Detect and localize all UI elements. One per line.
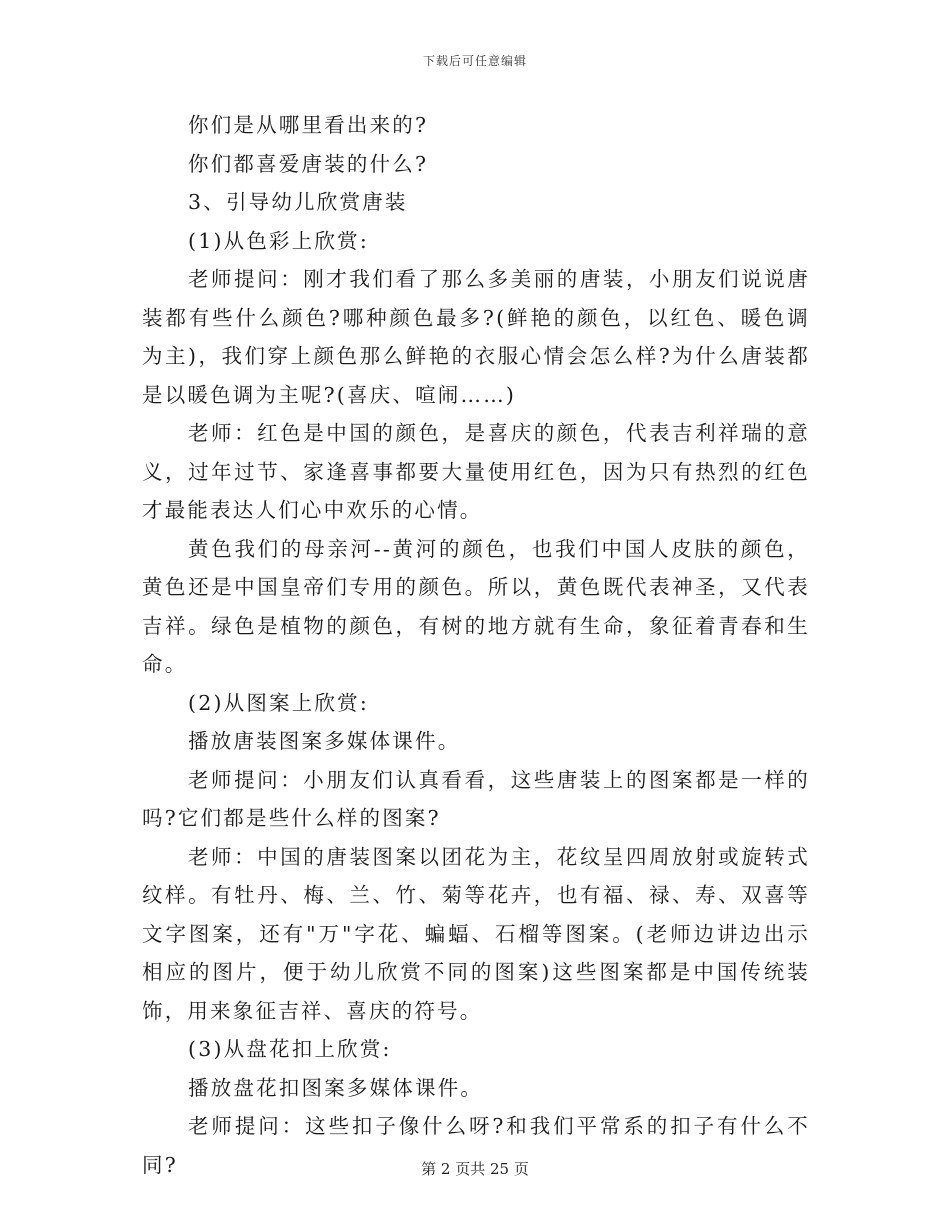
header-note: 下载后可任意编辑 bbox=[422, 54, 527, 68]
document-body bbox=[142, 106, 810, 1184]
paragraph: 老师：中国的唐装图案以团花为主，花纹呈四周放射或旋转式纹样。有牡丹、梅、兰、竹、菊等花卉，也有福、禄、寿、双喜等文字图案，还有"万"字花、蝙蝠、石榴等图案。(老师边讲边出示相应的图片，便于幼儿欣赏不同的图案)这些图案都是中国传统装饰，用来象征吉祥、喜庆的符号。 bbox=[142, 844, 810, 1023]
subsection-heading: (3)从盘花扣上欣赏: bbox=[188, 1037, 392, 1061]
paragraph: 你们都喜爱唐装的什么? bbox=[188, 151, 429, 176]
paragraph: 老师提问：小朋友们认真看看，这些唐装上的图案都是一样的吗?它们都是些什么样的图案? bbox=[142, 767, 810, 830]
paragraph: 播放唐装图案多媒体课件。 bbox=[188, 729, 461, 753]
paragraph: 播放盘花扣图案多媒体课件。 bbox=[188, 1075, 484, 1100]
paragraph: 黄色我们的母亲河--黄河的颜色，也我们中国人皮肤的颜色，黄色还是中国皇帝们专用的颜色。所以，黄色既代表神圣，又代表吉祥。绿色是植物的颜色，有树的地方就有生命，象征着青春和生命。 bbox=[142, 536, 810, 676]
paragraph: 老师提问：这些扣子像什么呀?和我们平常系的扣子有什么不同? bbox=[142, 1114, 810, 1177]
subsection-heading: (1)从色彩上欣赏: bbox=[188, 228, 369, 253]
page-number: 第 2 页共 25 页 bbox=[421, 1160, 529, 1178]
subsection-heading: (2)从图案上欣赏: bbox=[188, 690, 369, 715]
paragraph: 老师：红色是中国的颜色，是喜庆的颜色，代表吉利祥瑞的意义，过年过节、家逢喜事都要大量使用红色，因为只有热烈的红色才最能表达人们心中欢乐的心情。 bbox=[142, 421, 810, 522]
paragraph: 老师提问：刚才我们看了那么多美丽的唐装，小朋友们说说唐装都有些什么颜色?哪种颜色最多?(鲜艳的颜色，以红色、暖色调为主)，我们穿上颜色那么鲜艳的衣服心情会怎么样?为什么唐装都是以暖色调为主呢?(喜庆、喧闹……) bbox=[142, 267, 810, 407]
paragraph: 你们是从哪里看出来的? bbox=[188, 113, 429, 137]
section-heading: 3、引导幼儿欣赏唐装 bbox=[188, 190, 408, 214]
